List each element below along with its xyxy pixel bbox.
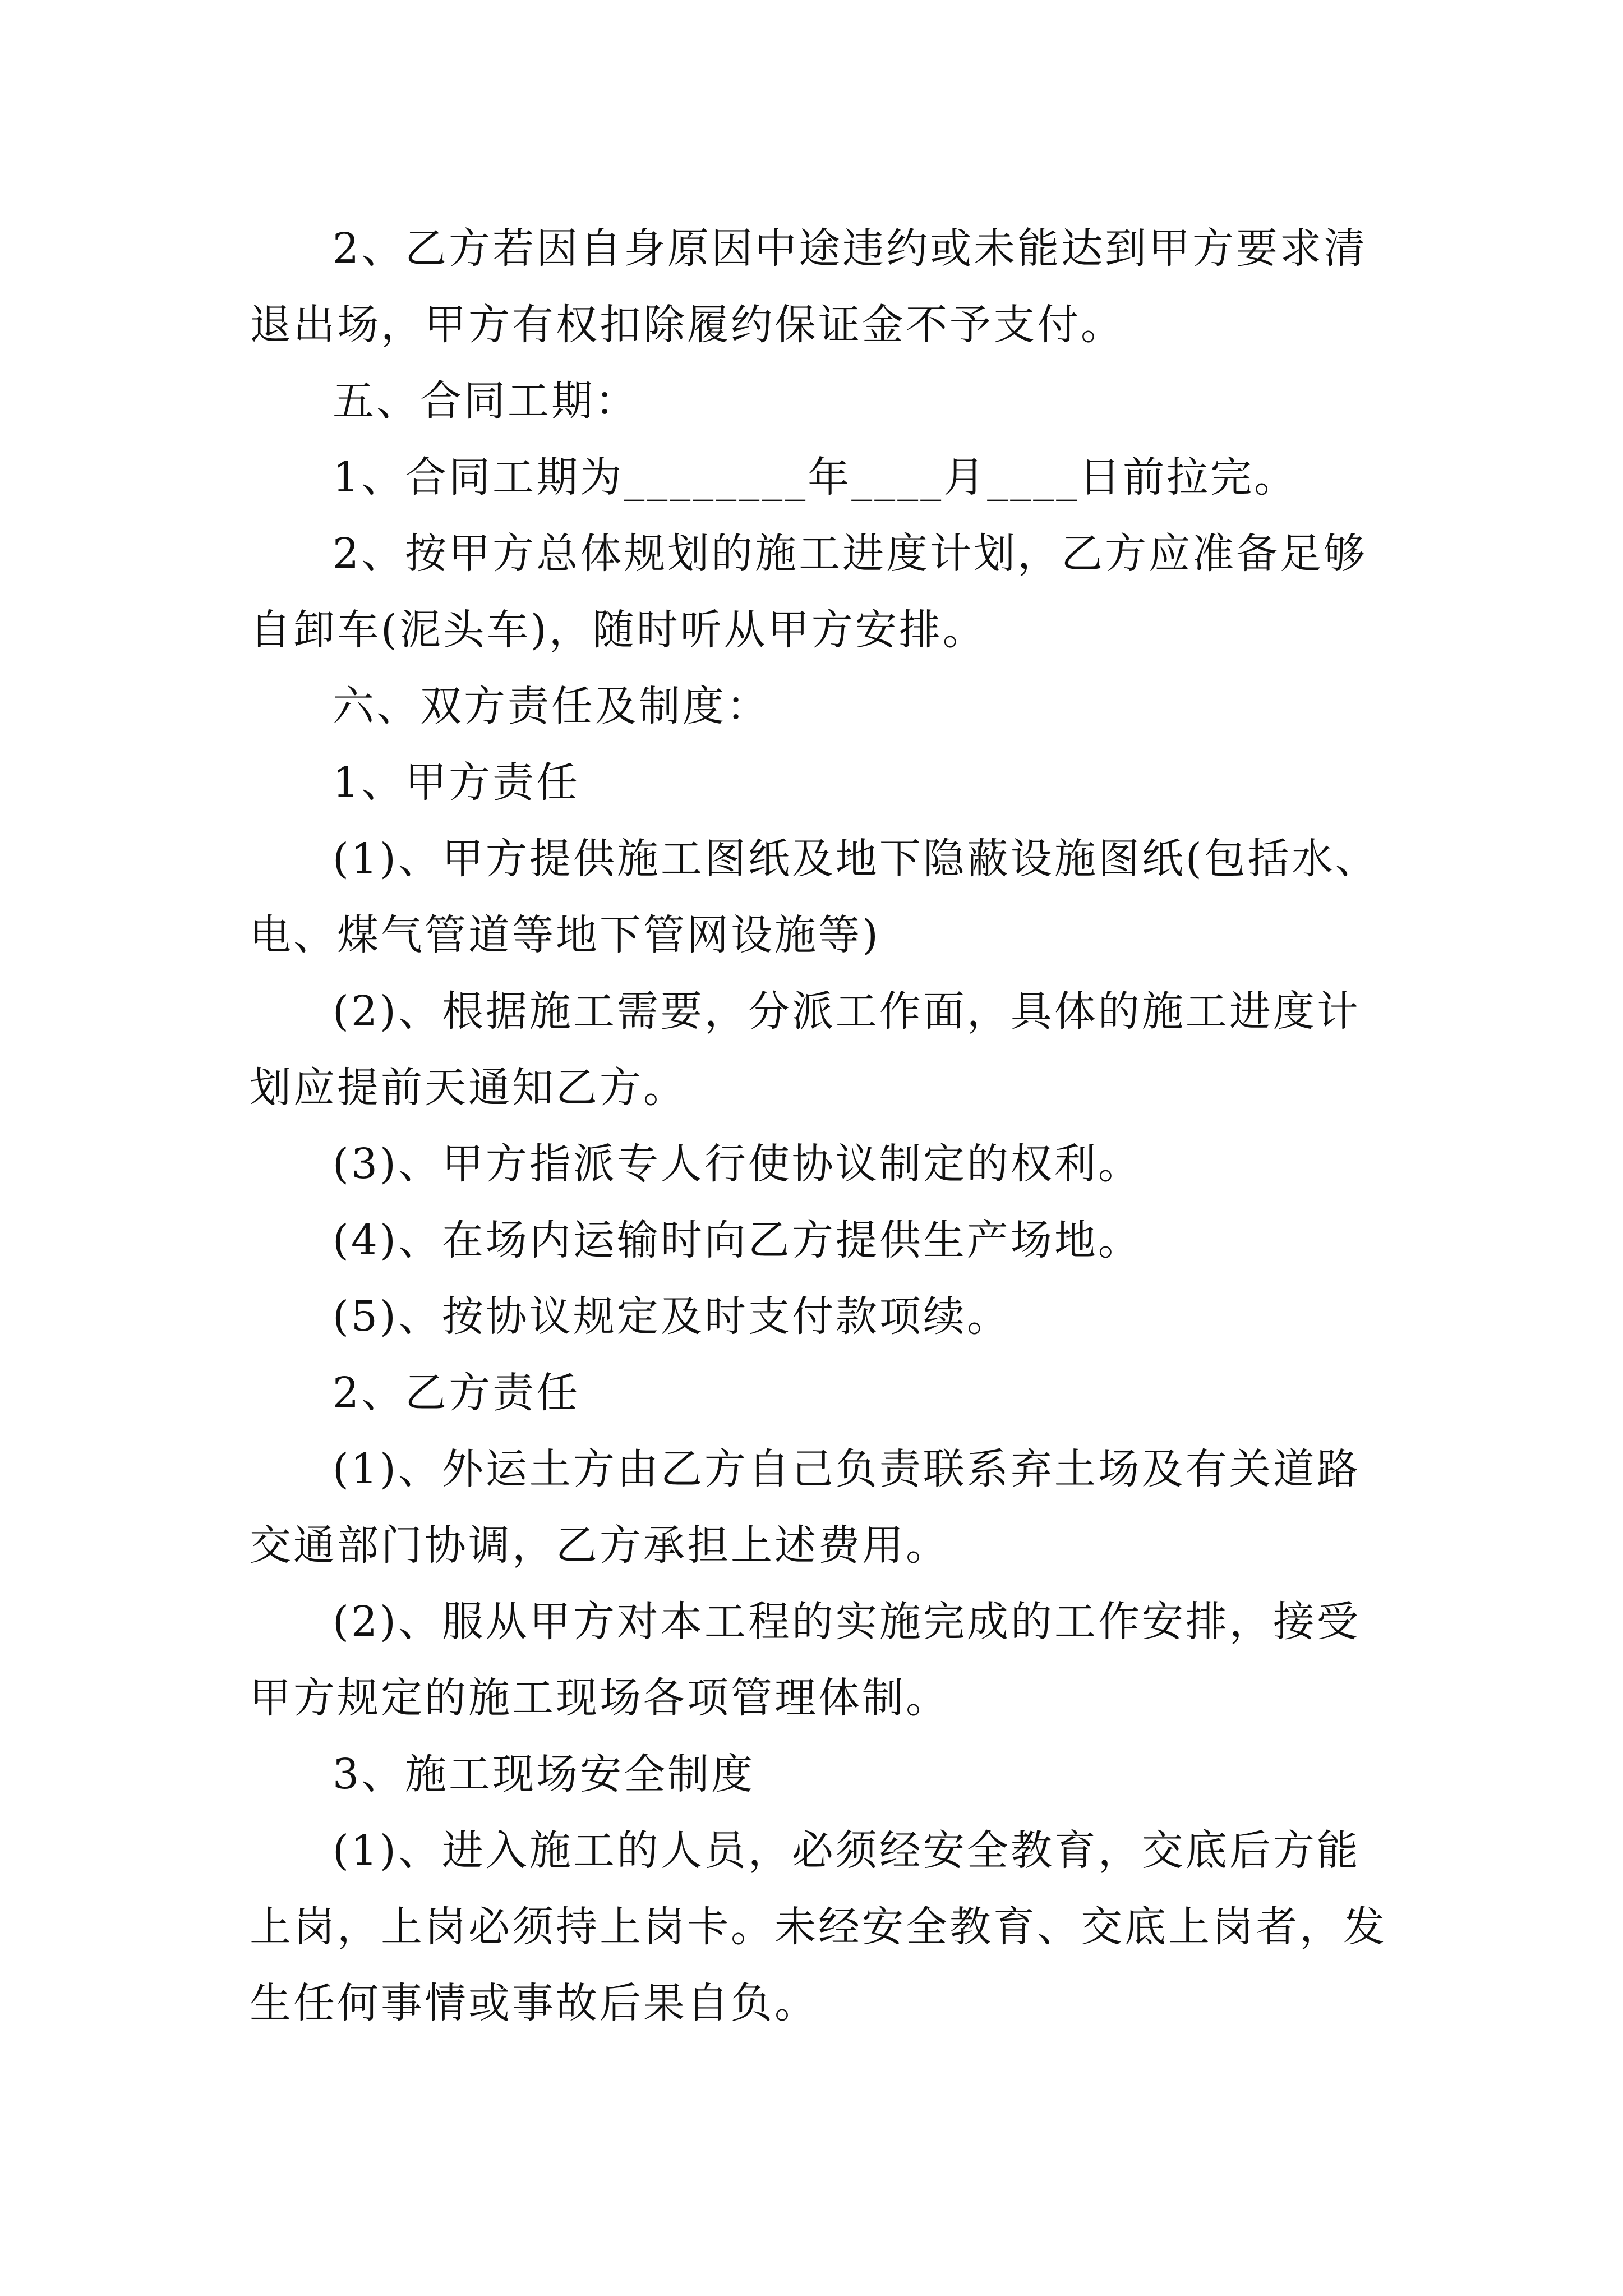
paragraph-party-b-item-1: (1)、外运土方由乙方自己负责联系弃土场及有关道路交通部门协调，乙方承担上述费用。 (250, 1445, 1361, 1570)
paragraph-party-a-item-4: (4)、在场内运输时向乙方提供生产场地。 (333, 1216, 1142, 1264)
subheading-party-a: 1、甲方责任 (333, 758, 580, 807)
paragraph-construction-schedule: 2、按甲方总体规划的施工进度计划，乙方应准备足够自卸车(泥头车)，随时听从甲方安排。 (250, 530, 1368, 654)
subheading-site-safety: 3、施工现场安全制度 (333, 1750, 755, 1798)
subheading-party-b: 2、乙方责任 (333, 1369, 580, 1417)
paragraph-contract-period: 1、合同工期为________年____月____日前拉完。 (333, 453, 1298, 501)
paragraph-party-a-item-5: (5)、按协议规定及时支付款项续。 (333, 1292, 1011, 1341)
paragraph-party-a-item-1: (1)、甲方提供施工图纸及地下隐蔽设施图纸(包括水、电、煤气管道等地下管网设施等) (250, 835, 1379, 959)
section-heading-contract-period: 五、合同工期： (333, 377, 639, 425)
paragraph-party-b-item-2: (2)、服从甲方对本工程的实施完成的工作安排，接受甲方规定的施工现场各项管理体制。 (250, 1598, 1361, 1722)
document-body (250, 210, 1388, 2041)
paragraph-breach-clause: 2、乙方若因自身原因中途违约或未能达到甲方要求清退出场，甲方有权扣除履约保证金不予支付。 (250, 224, 1368, 349)
paragraph-site-safety-item-1: (1)、进入施工的人员，必须经安全教育，交底后方能上岗，上岗必须持上岗卡。未经安全教育、交底上岗者，发生任何事情或事故后果自负。 (250, 1826, 1387, 2027)
paragraph-party-a-item-2: (2)、根据施工需要，分派工作面，具体的施工进度计划应提前天通知乙方。 (250, 987, 1361, 1112)
section-heading-responsibilities: 六、双方责任及制度： (333, 682, 770, 730)
paragraph-party-a-item-3: (3)、甲方指派专人行使协议制定的权利。 (333, 1140, 1142, 1188)
